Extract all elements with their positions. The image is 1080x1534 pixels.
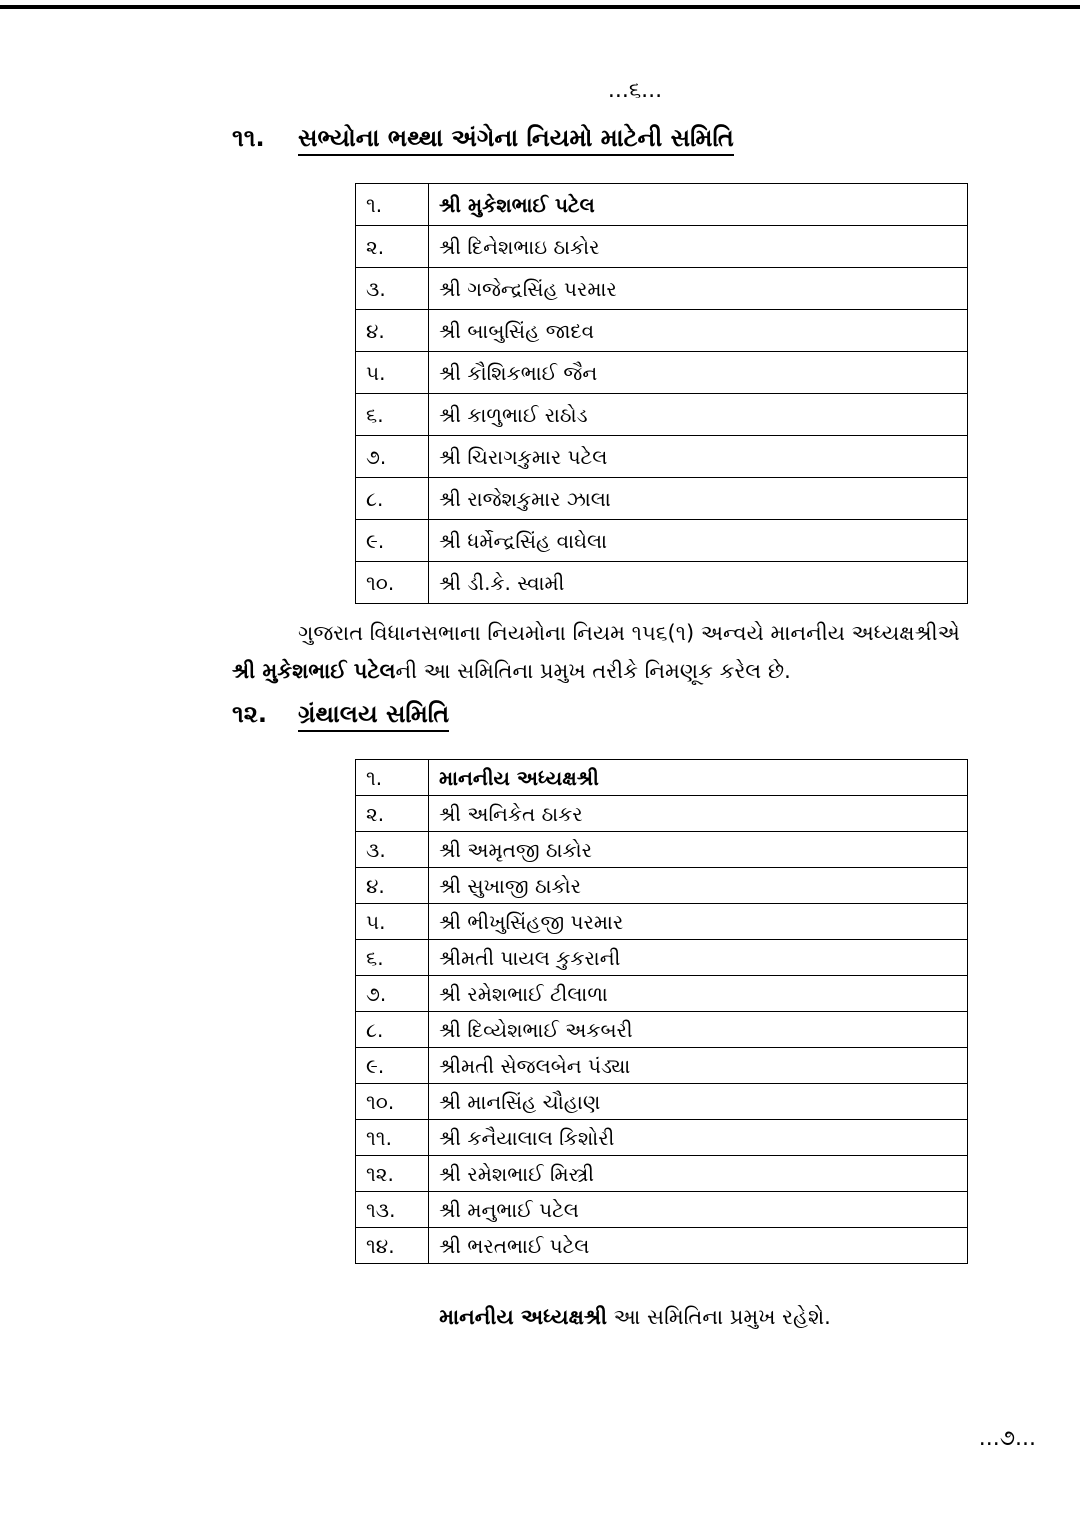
table-row (356, 1012, 968, 1048)
member-name: શ્રીમતી પાયલ કુકરાની (429, 940, 968, 976)
member-name: શ્રી દિવ્યેશભાઈ અકબરી (429, 1012, 968, 1048)
member-name: શ્રી મુકેશભાઈ પટેલ (429, 184, 968, 226)
member-name: શ્રી માનસિંહ ચૌહાણ (429, 1084, 968, 1120)
member-number: ૪. (356, 310, 429, 352)
member-name: શ્રી સુખાજી ઠાકોર (429, 868, 968, 904)
table-row (356, 1084, 968, 1120)
table-row (356, 976, 968, 1012)
member-number: ૧૦. (356, 1084, 429, 1120)
member-name: શ્રી ધર્મેન્દ્રસિંહ વાઘેલા (429, 520, 968, 562)
table-row (356, 352, 968, 394)
table-row (356, 796, 968, 832)
section-11-heading (232, 124, 734, 156)
closing-text: આ સમિતિના પ્રમુખ રહેશે. (607, 1305, 831, 1329)
member-number: ૫. (356, 904, 429, 940)
table-row (356, 226, 968, 268)
member-number: ૧. (356, 760, 429, 796)
section-11-number: ૧૧. (232, 124, 265, 152)
table-row (356, 268, 968, 310)
member-name: શ્રી રમેશભાઈ ટીલાળા (429, 976, 968, 1012)
section-12-title: ગ્રંથાલય સમિતિ (298, 700, 449, 732)
table-row (356, 1228, 968, 1264)
page-marker-top: ...૬... (607, 78, 663, 103)
table-row (356, 562, 968, 604)
paragraph-text: ની આ સમિતિના પ્રમુખ તરીકે નિમણૂક કરેલ છે. (395, 659, 791, 683)
member-name: શ્રી રાજેશકુમાર ઝાલા (429, 478, 968, 520)
member-number: ૯. (356, 1048, 429, 1084)
section-11-appointment-paragraph (232, 614, 1052, 690)
member-number: ૧૩. (356, 1192, 429, 1228)
table-row (356, 520, 968, 562)
table-row (356, 904, 968, 940)
member-name: શ્રી કાળુભાઈ રાઠોડ (429, 394, 968, 436)
member-number: ૧. (356, 184, 429, 226)
table-row (356, 868, 968, 904)
section-11-title: સભ્યોના ભથ્થા અંગેના નિયમો માટેની સમિતિ (298, 124, 734, 156)
member-name: માનનીય અધ્યક્ષશ્રી (429, 760, 968, 796)
member-number: ૩. (356, 832, 429, 868)
table-row (356, 1120, 968, 1156)
member-number: ૭. (356, 976, 429, 1012)
member-name: શ્રી ભીખુસિંહજી પરમાર (429, 904, 968, 940)
paragraph-chairman-name: શ્રી મુકેશભાઈ પટેલ (232, 659, 396, 683)
table-row (356, 832, 968, 868)
table-row (356, 394, 968, 436)
member-name: શ્રી દિનેશભાઇ ઠાકોર (429, 226, 968, 268)
table-row (356, 940, 968, 976)
member-number: ૯. (356, 520, 429, 562)
closing-chairman: માનનીય અધ્યક્ષશ્રી (439, 1305, 607, 1329)
member-name: શ્રી કનૈયાલાલ કિશોરી (429, 1120, 968, 1156)
member-number: ૫. (356, 352, 429, 394)
table-row (356, 310, 968, 352)
member-number: ૬. (356, 940, 429, 976)
page-marker-bottom: ...૭... (978, 1426, 1036, 1451)
table-row (356, 436, 968, 478)
section-12-heading (232, 700, 449, 732)
member-number: ૨. (356, 226, 429, 268)
paragraph-text: ગુજરાત વિધાનસભાના નિયમોના નિયમ ૧૫૬(૧) અન્વયે માનનીય અધ્યક્ષશ્રીએ (298, 621, 960, 645)
member-name: શ્રી ભરતભાઈ પટેલ (429, 1228, 968, 1264)
member-name: શ્રી ચિરાગકુમાર પટેલ (429, 436, 968, 478)
member-number: ૧૪. (356, 1228, 429, 1264)
member-number: ૨. (356, 796, 429, 832)
section-12-member-table (355, 759, 968, 1264)
member-number: ૧૦. (356, 562, 429, 604)
top-rule (0, 5, 1080, 9)
member-name: શ્રી બાબુસિંહ જાદવ (429, 310, 968, 352)
member-name: શ્રી રમેશભાઈ મિસ્ત્રી (429, 1156, 968, 1192)
member-number: ૧૧. (356, 1120, 429, 1156)
member-name: શ્રીમતી સેજલબેન પંડ્યા (429, 1048, 968, 1084)
member-name: શ્રી અનિકેત ઠાકર (429, 796, 968, 832)
member-number: ૬. (356, 394, 429, 436)
member-number: ૭. (356, 436, 429, 478)
member-number: ૮. (356, 478, 429, 520)
table-row (356, 1192, 968, 1228)
table-row (356, 760, 968, 796)
table-row (356, 184, 968, 226)
section-11-member-table (355, 183, 968, 604)
member-number: ૩. (356, 268, 429, 310)
member-name: શ્રી અમૃતજી ઠાકોર (429, 832, 968, 868)
member-name: શ્રી મનુભાઈ પટેલ (429, 1192, 968, 1228)
member-name: શ્રી ડી.કે. સ્વામી (429, 562, 968, 604)
table-row (356, 1048, 968, 1084)
member-name: શ્રી કૌશિકભાઈ જૈન (429, 352, 968, 394)
section-12-closing-statement (0, 1305, 1080, 1330)
table-row (356, 1156, 968, 1192)
section-12-number: ૧૨. (232, 700, 267, 728)
member-number: ૪. (356, 868, 429, 904)
member-number: ૮. (356, 1012, 429, 1048)
member-name: શ્રી ગજેન્દ્રસિંહ પરમાર (429, 268, 968, 310)
member-number: ૧૨. (356, 1156, 429, 1192)
table-row (356, 478, 968, 520)
